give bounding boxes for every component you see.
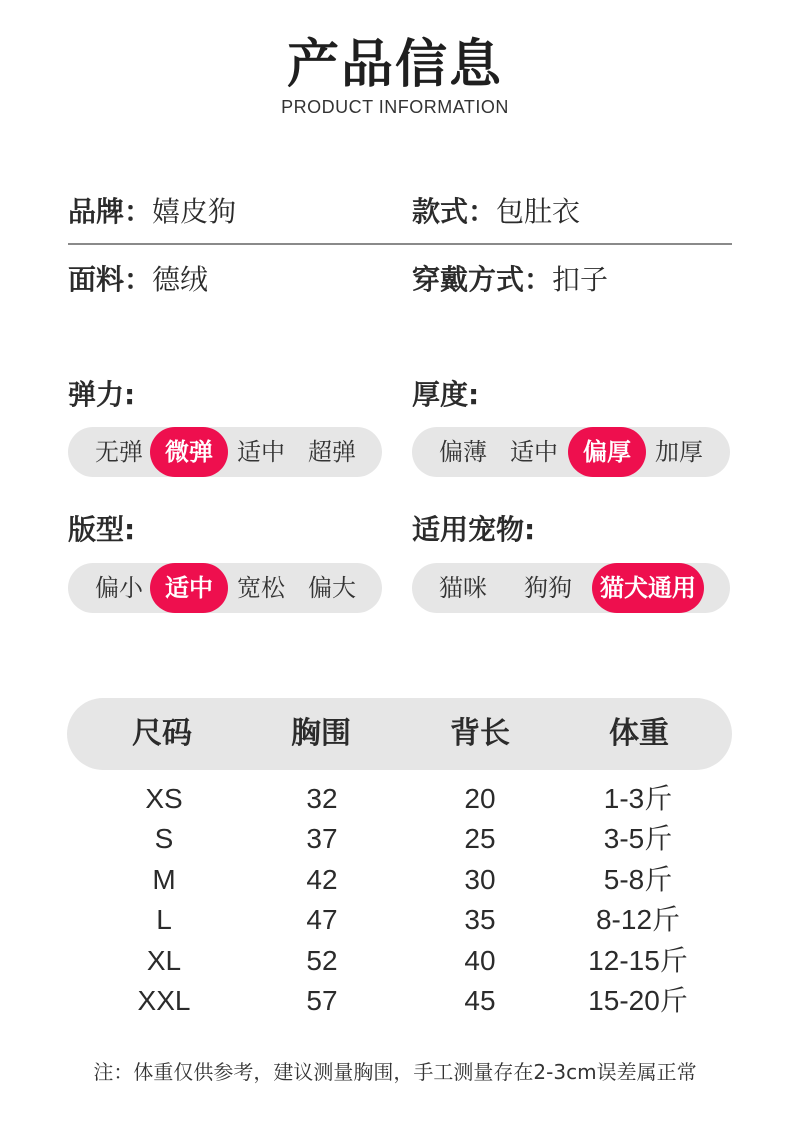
weight-cell (558, 900, 718, 940)
size-cell: S (154, 823, 174, 854)
weight-unit: 斤 (644, 782, 673, 815)
chest-cell: 42 (306, 864, 338, 895)
page-title: 产品信息 (286, 35, 503, 95)
weight-unit: 斤 (652, 903, 681, 936)
elasticity-option: 超弹 (308, 438, 356, 466)
fit-label: 版型: (68, 513, 136, 546)
brand-info (68, 190, 236, 230)
size-cell: XXL (137, 985, 191, 1016)
size-table-header (67, 698, 732, 770)
back-length-cell: 30 (464, 864, 496, 895)
thickness-option-selected: 偏厚 (568, 427, 646, 477)
weight-value: 1-3 (603, 783, 645, 814)
weight-value: 12-15 (588, 945, 660, 976)
size-header: 尺码 (132, 716, 192, 751)
elasticity-option: 无弹 (95, 438, 143, 466)
style-info (412, 190, 580, 230)
fit-selector (68, 563, 382, 613)
wear-info (412, 258, 608, 298)
weight-unit: 斤 (659, 944, 688, 977)
style-key: 款式： (412, 195, 497, 228)
chest-cell: 32 (306, 783, 338, 814)
chest-cell: 37 (306, 823, 338, 854)
thickness-option: 加厚 (655, 438, 703, 466)
brand-value: 嬉皮狗 (152, 195, 237, 228)
pets-selector (412, 563, 730, 613)
back-length-cell: 35 (464, 904, 496, 935)
weight-header: 体重 (609, 716, 669, 751)
weight-unit: 斤 (644, 822, 673, 855)
weight-cell (558, 819, 718, 859)
weight-value: 5-8 (603, 864, 645, 895)
fabric-value: 德绒 (152, 263, 209, 296)
measurement-note: 注：体重仅供参考，建议测量胸围，手工测量存在2-3cm误差属正常 (93, 1060, 697, 1084)
elasticity-label: 弹力: (68, 378, 136, 411)
weight-cell (558, 941, 718, 981)
back-length-cell: 40 (464, 945, 496, 976)
fit-option: 偏小 (95, 574, 143, 602)
size-cell: M (152, 864, 176, 895)
chest-cell: 57 (306, 985, 338, 1016)
pets-option-selected: 猫犬通用 (592, 563, 704, 613)
brand-key: 品牌： (68, 195, 153, 228)
weight-unit: 斤 (644, 863, 673, 896)
elasticity-option-selected: 微弹 (150, 427, 228, 477)
fabric-key: 面料： (68, 263, 153, 296)
elasticity-selector (68, 427, 382, 477)
weight-value: 15-20 (588, 985, 660, 1016)
thickness-option: 偏薄 (439, 438, 487, 466)
thickness-selector (412, 427, 730, 477)
pets-label: 适用宠物: (412, 513, 536, 546)
thickness-label: 厚度: (412, 378, 480, 411)
weight-value: 3-5 (603, 823, 645, 854)
page-subtitle: PRODUCT INFORMATION (281, 97, 509, 117)
weight-cell (558, 779, 718, 819)
style-value: 包肚衣 (496, 195, 581, 228)
back-length-cell: 45 (464, 985, 496, 1016)
chest-header: 胸围 (291, 716, 351, 751)
info-divider (68, 243, 732, 245)
weight-value: 8-12 (595, 904, 653, 935)
weight-cell (558, 981, 718, 1021)
back-length-header: 背长 (450, 716, 510, 751)
fit-option-selected: 适中 (150, 563, 228, 613)
back-length-cell: 25 (464, 823, 496, 854)
weight-cell (558, 860, 718, 900)
fit-option: 偏大 (308, 574, 356, 602)
wear-key: 穿戴方式： (412, 263, 553, 296)
pets-option: 猫咪 (439, 574, 487, 602)
size-cell: L (156, 904, 172, 935)
pets-option: 狗狗 (524, 574, 572, 602)
chest-cell: 52 (306, 945, 338, 976)
size-cell: XL (146, 945, 182, 976)
size-cell: XS (145, 783, 183, 814)
weight-unit: 斤 (659, 984, 688, 1017)
thickness-option: 适中 (510, 438, 558, 466)
fabric-info (68, 258, 208, 298)
elasticity-option: 适中 (237, 438, 285, 466)
back-length-cell: 20 (464, 783, 496, 814)
wear-value: 扣子 (552, 263, 609, 296)
chest-cell: 47 (306, 904, 338, 935)
fit-option: 宽松 (237, 574, 285, 602)
